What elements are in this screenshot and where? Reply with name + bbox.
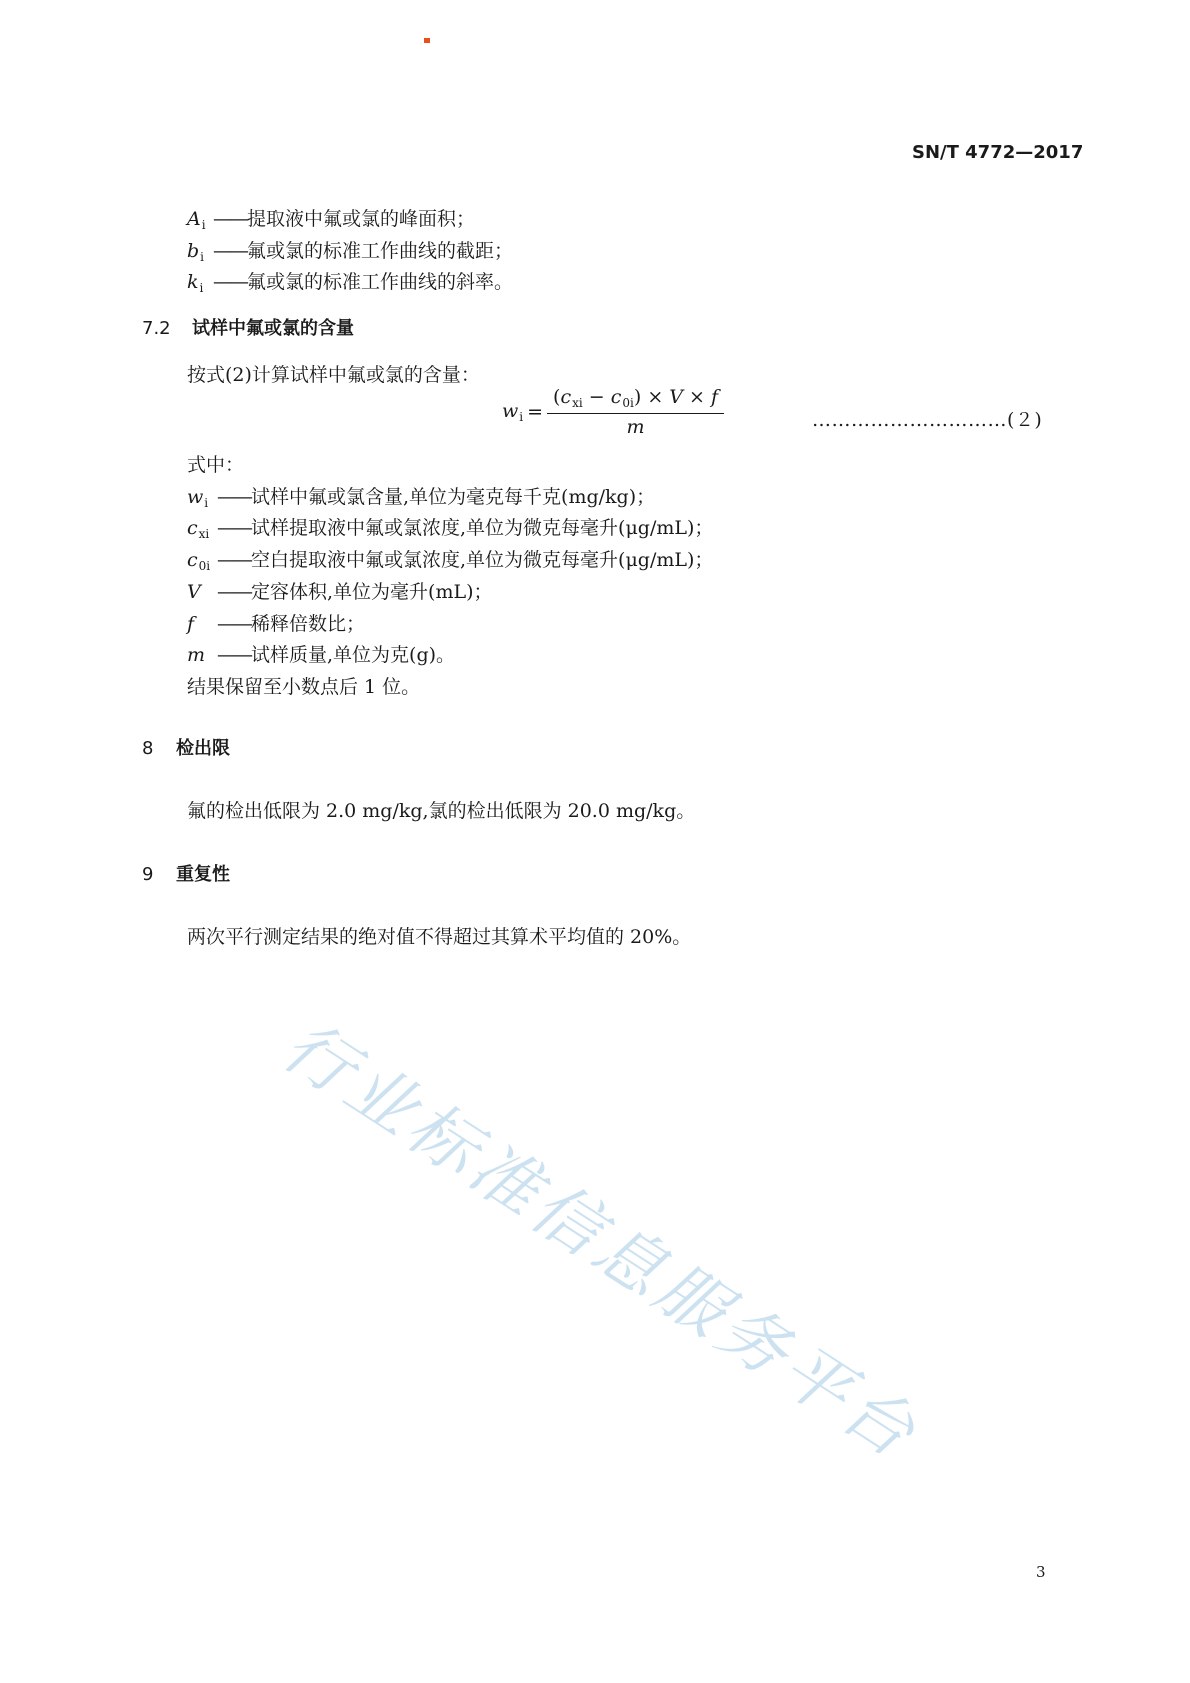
rounding-note: 结果保留至小数点后 1 位。 [187,676,421,698]
definition-mass-fraction [187,482,655,510]
watermark: 行业标准信息服务平台 [268,1006,933,1476]
definition-text: 氟或氯的标准工作曲线的斜率。 [247,271,514,293]
section-number: 8 [142,738,154,759]
definition-text: 定容体积,单位为毫升(mL)； [251,581,493,603]
section-heading-9 [142,860,230,886]
definition-dash: —— [213,240,247,262]
definition-dash: —— [217,613,251,635]
where-label: 式中： [187,454,245,476]
definition-dash: —— [217,581,251,603]
definition-text: 试样中氟或氯含量,单位为毫克每千克(mg/kg)； [251,486,656,508]
definition-dash: —— [217,486,251,508]
orange-mark [424,38,430,43]
repeatability-text: 两次平行测定结果的绝对值不得超过其算术平均值的 20%。 [187,926,692,948]
definition-text: 稀释倍数比； [251,613,366,635]
definition-symbol: $b_i$ [187,240,205,264]
formula-number: …………………………(２) [812,409,1043,431]
definition-symbol: m [187,644,206,666]
definition-sample-mass [187,640,455,667]
section-number: 9 [142,864,154,885]
formula-numerator: $(c_{xi} - c_{0i}) \times V \times f$ [553,386,719,410]
formula-equals: = [527,401,544,423]
section-title: 检出限 [176,738,230,759]
definition-dash: —— [217,549,251,571]
definition-dash: —— [217,517,251,539]
definition-slope [187,267,513,295]
definition-volume [187,577,493,604]
definition-symbol: V [187,581,201,603]
formula-fraction [547,386,724,438]
definition-dilution [187,609,365,636]
definition-text: 试样质量,单位为克(g)。 [251,644,456,666]
definition-text: 提取液中氟或氯的峰面积； [247,208,476,230]
section-heading-7-2 [142,314,354,340]
section-title: 试样中氟或氯的含量 [192,318,354,339]
page-number: 3 [1036,1563,1046,1581]
definition-dash: —— [213,208,247,230]
standard-number: SN/T 4772—2017 [912,142,1084,163]
formula-2 [502,386,724,438]
detection-limit-text: 氟的检出低限为 2.0 mg/kg,氯的检出低限为 20.0 mg/kg。 [187,800,696,822]
definition-area [187,204,475,232]
definition-symbol: $c_{xi}$ [187,517,210,541]
definition-text: 试样提取液中氟或氯浓度,单位为微克每毫升(μg/mL)； [251,517,714,539]
definition-sample-concentration [187,513,713,541]
definition-symbol: $w_i$ [187,486,209,510]
section-number: 7.2 [142,318,171,339]
definition-symbol: f [187,613,195,635]
formula-lhs: $w_i$ [502,400,524,424]
definition-blank-concentration [187,545,713,573]
definition-text: 氟或氯的标准工作曲线的截距； [247,240,514,262]
section-title: 重复性 [176,864,230,885]
definition-symbol: $c_{0i}$ [187,549,211,573]
definition-intercept [187,236,513,264]
formula-intro: 按式(2)计算试样中氟或氯的含量： [187,364,480,386]
definition-dash: —— [217,644,251,666]
definition-dash: —— [213,271,247,293]
section-heading-8 [142,734,230,760]
definition-text: 空白提取液中氟或氯浓度,单位为微克每毫升(μg/mL)； [251,549,714,571]
definition-symbol: $k_i$ [187,271,204,295]
definition-symbol: $A_i$ [187,208,206,232]
formula-denominator: m [626,416,645,438]
